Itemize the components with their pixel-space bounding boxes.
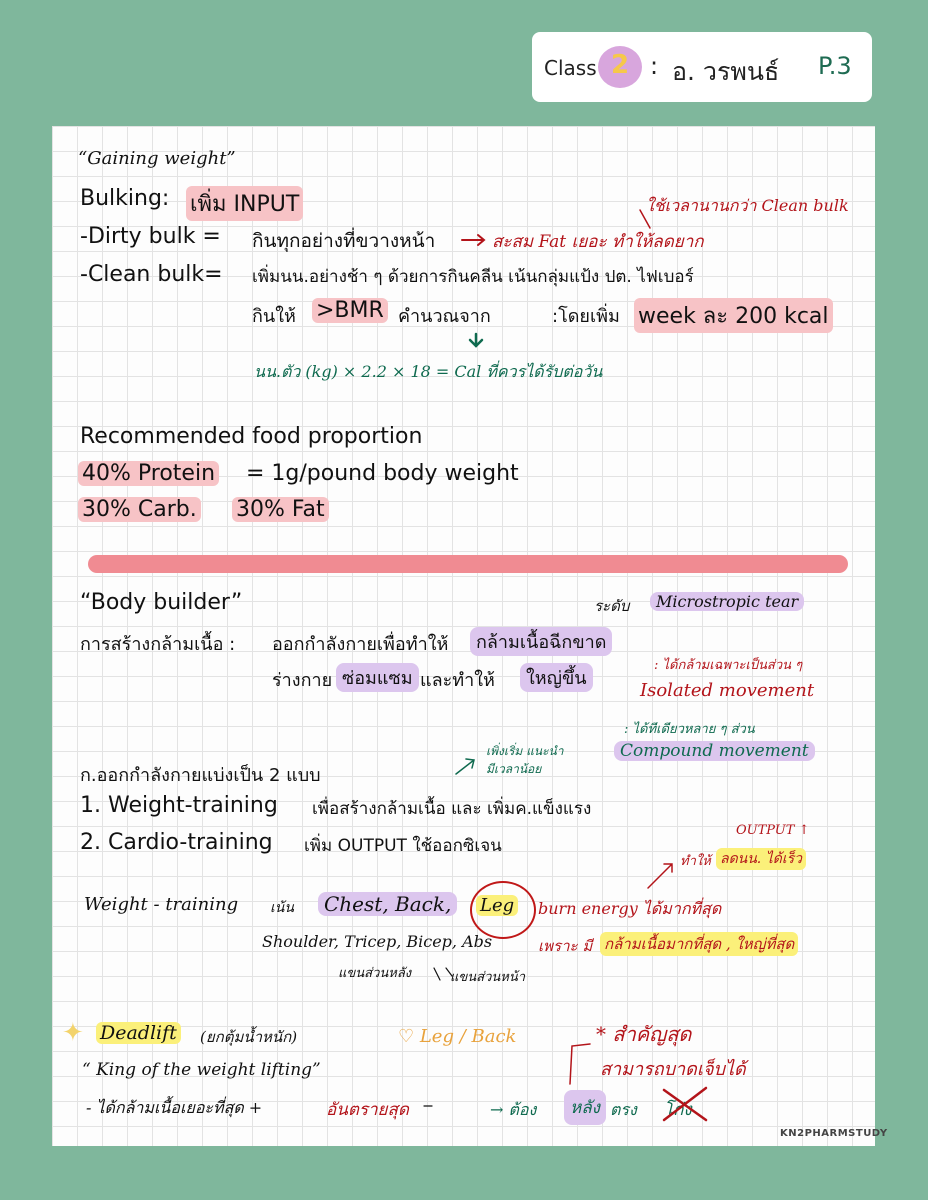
must-prefix: → ต้อง <box>490 1100 537 1119</box>
injury-note: สามารถบาดเจ็บได้ <box>600 1059 746 1080</box>
output-note: OUTPUT ↑ <box>736 823 810 838</box>
deadlift-gain: - ได้กล้ามเนื้อเยอะที่สุด + <box>86 1098 263 1117</box>
microtear-highlight: Microstropic tear <box>650 592 804 611</box>
muscle-line1-text: ออกกำลังกายเพื่อทำให้ <box>272 634 449 655</box>
carb-highlight: 30% Carb. <box>78 497 201 522</box>
type2-description: เพิ่ม OUTPUT ใช้ออกซิเจน <box>304 836 502 856</box>
protein-rest: = 1g/pound body weight <box>246 461 519 486</box>
muscles-list: Shoulder, Tricep, Bicep, Abs <box>262 932 493 951</box>
crossed-word: โก่ง <box>664 1100 692 1120</box>
important-bracket <box>570 1044 590 1084</box>
repair-highlight: ซ่อมแซม <box>336 663 419 692</box>
reason-prefix: เพราะ มี <box>538 937 593 955</box>
exercise-types-title: ก.ออกกำลังกายแบ่งเป็น 2 แบบ <box>80 765 321 786</box>
reason-highlight: กล้ามเนื้อมากที่สุด , ใหญ่ที่สุด <box>600 932 798 956</box>
level-prefix: ระดับ <box>594 597 630 615</box>
type1-label: 1. Weight-training <box>80 793 278 818</box>
protein-highlight: 40% Protein <box>78 461 219 486</box>
body-builder-title: “Body builder” <box>80 590 243 615</box>
muscle-tear-highlight: กล้ามเนื้อฉีกขาด <box>470 627 612 656</box>
watermark: KN2PHARMSTUDY <box>780 1128 888 1139</box>
danger-note: อันตรายสุด <box>326 1100 409 1120</box>
clean-bulk-text: เพิ่มนน.อย่างช้า ๆ ด้วยการกินคลีน เน้นกลุ่มแป้ง ปต. ไฟเบอร์ <box>252 267 694 287</box>
page-number: P.3 <box>818 52 852 80</box>
must-suffix: ตรง <box>610 1100 637 1119</box>
eat-prefix: กินให้ <box>252 306 296 327</box>
food-title: Recommended food proportion <box>80 424 423 449</box>
clean-bulk-note: ใช้เวลานานกว่า Clean bulk <box>646 196 849 215</box>
dirty-bulk-label: -Dirty bulk = <box>80 224 221 249</box>
important-note: * สำคัญสุด <box>596 1022 692 1046</box>
beginner-note-2: มีเวลาน้อย <box>486 762 542 776</box>
bmr-highlight: >BMR <box>312 298 388 323</box>
bulking-prefix: Bulking: <box>80 186 170 211</box>
class-label: Class <box>544 56 597 80</box>
leg-highlight: Leg <box>476 895 518 916</box>
front-arm-pointer <box>446 968 452 976</box>
back-arm-label: แขนส่วนหลัง <box>338 966 412 981</box>
output-arrow <box>648 864 672 888</box>
deadlift-title: Deadlift <box>96 1022 181 1044</box>
deadlift-subtitle: (ยกตุ้มน้ำหนัก) <box>200 1028 298 1046</box>
leg-back-note: ♡ Leg / Back <box>398 1026 517 1047</box>
type2-label: 2. Cardio-training <box>80 830 273 855</box>
output-effect-prefix: ทำให้ <box>680 854 711 869</box>
back-highlight: หลัง <box>564 1090 606 1125</box>
dirty-bulk-text: กินทุกอย่างที่ขวางหน้า <box>252 230 436 252</box>
bmr-down-arrow <box>470 334 482 346</box>
compound-arrow <box>456 759 474 774</box>
front-arm-label: แขนส่วนหน้า <box>450 970 526 985</box>
increase-value: week ละ 200 kcal <box>634 298 833 333</box>
beginner-note-1: เพิ่งเริ่ม แนะนำ <box>486 744 564 758</box>
muscle-line2-mid: และทำให้ <box>420 670 495 691</box>
muscle-line2-text: ร่างกาย <box>272 670 333 691</box>
king-quote: “ King of the weight lifting” <box>82 1060 321 1080</box>
isolated-note: : ได้กล้ามเฉพาะเป็นส่วน ๆ <box>654 658 803 673</box>
chest-back-highlight: Chest, Back, <box>318 892 457 916</box>
fat-highlight: 30% Fat <box>232 497 329 522</box>
bigger-highlight: ใหญ่ขึ้น <box>520 663 593 692</box>
compound-note: : ได้ทีเดียวหลาย ๆ ส่วน <box>624 722 755 737</box>
sparkle-icon: ✦ <box>62 1018 84 1048</box>
cross-out-mark <box>664 1088 706 1120</box>
calorie-formula: นน.ตัว (kg) × 2.2 × 18 = Cal ที่ควรได้รับต่อวัน <box>254 362 603 381</box>
gaining-weight-title: “Gaining weight” <box>78 148 236 169</box>
burn-energy-note: burn energy ได้มากที่สุด <box>538 899 722 918</box>
clean-bulk-note-arrow <box>640 210 650 228</box>
output-effect-highlight: ลดนน. ได้เร็ว <box>716 848 806 870</box>
dirty-bulk-result: สะสม Fat เยอะ ทำให้ลดยาก <box>492 232 704 252</box>
clean-bulk-label: -Clean bulk= <box>80 262 223 287</box>
calc-from: คำนวณจาก <box>398 306 491 327</box>
isolated-movement: Isolated movement <box>640 680 815 701</box>
dirty-bulk-arrow <box>462 235 484 245</box>
class-number: 2 <box>610 50 630 80</box>
type1-description: เพื่อสร้างกล้ามเนื้อ และ เพิ่มค.แข็งแรง <box>312 799 592 819</box>
bulking-highlight: เพิ่ม INPUT <box>186 186 303 221</box>
weight-training-label: Weight - training <box>84 894 239 915</box>
focus-label: เน้น <box>270 900 294 916</box>
muscle-label: การสร้างกล้ามเนื้อ : <box>80 634 236 655</box>
compound-movement: Compound movement <box>614 741 815 761</box>
teacher-name: อ. วรพนธ์ <box>672 57 780 86</box>
back-arm-pointer <box>434 968 440 980</box>
increase-prefix: :โดยเพิ่ม <box>552 306 620 327</box>
header-colon: : <box>650 52 659 80</box>
